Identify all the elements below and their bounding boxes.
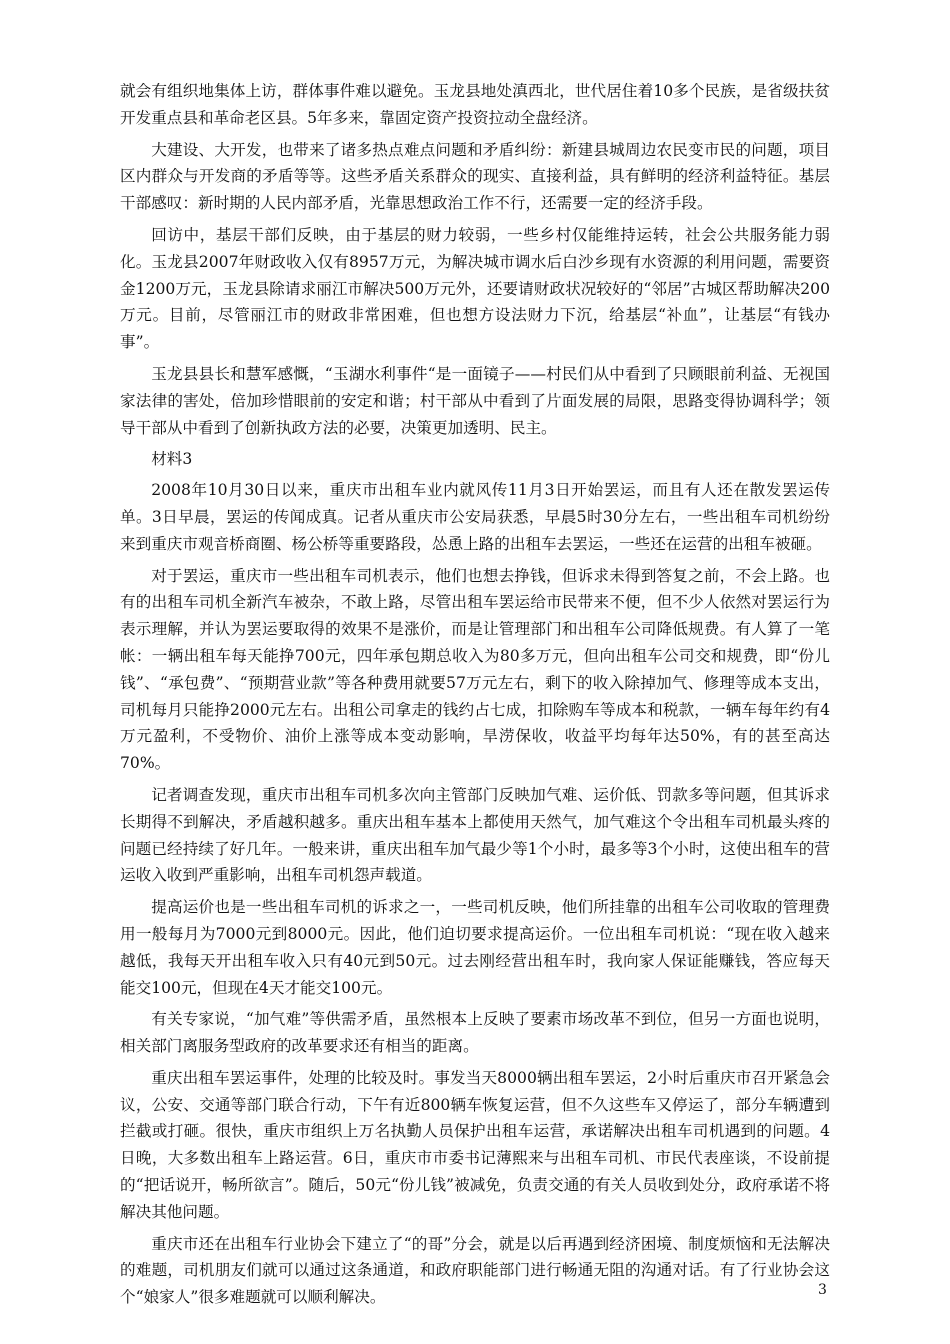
document-body: [120, 78, 830, 1316]
paragraph: 玉龙县县长和慧军感慨，“玉湖水利事件“是一面镜子——村民们从中看到了只顾眼前利益、无视国家法律的害处，倍加珍惜眼前的安定和谐；村干部从中看到了片面发展的局限，思路变得协调科学；领导干部从中看到了创新执政方法的必要，决策更加透明、民主。: [120, 364, 830, 437]
page-number: 3: [818, 1282, 827, 1298]
paragraph: 回访中，基层干部们反映，由于基层的财力较弱，一些乡村仅能维持运转，社会公共服务能力弱化。玉龙县2007年财政收入仅有8957万元，为解决城市调水后白沙乡现有水资源的利用问题，需要资金1200万元，玉龙县除请求丽江市解决500万元外，还要请财政状况较好的“邻居”古城区帮助解决200万元。目前，尽管丽江市的财政非常困难，但也想方设法财力下沉，给基层“补血”，让基层“有钱办事”。: [120, 225, 830, 352]
paragraph: 有关专家说，“加气难”等供需矛盾，虽然根本上反映了要素市场改革不到位，但另一方面也说明，相关部门离服务型政府的改革要求还有相当的距离。: [120, 1010, 830, 1056]
paragraph: 重庆出租车罢运事件，处理的比较及时。事发当天8000辆出租车罢运，2小时后重庆市召开紧急会议，公安、交通等部门联合行动，下午有近800辆车恢复运营，但不久这些车又停运了，部分车辆遭到拦截或打砸。很快，重庆市组织上万名执勤人员保护出租车运营，承诺解决出租车司机遇到的问题。4日晚，大多数出租车上路运营。6日，重庆市市委书记薄熙来与出租车司机、市民代表座谈，不设前提的“把话说开，畅所欲言”。随后，50元“份儿钱”被减免，负责交通的有关人员收到处分，政府承诺不将解决其他问题。: [120, 1068, 830, 1221]
paragraph: 对于罢运，重庆市一些出租车司机表示，他们也想去挣钱，但诉求未得到答复之前，不会上路。也有的出租车司机全新汽车被杂，不敢上路，尽管出租车罢运给市民带来不便，但不少人依然对罢运行为表示理解，并认为罢运要取得的效果不是涨价，而是让管理部门和出租车公司降低规费。有人算了一笔帐：一辆出租车每天能挣700元，四年承包期总收入为80多万元，但向出租车公司交和规费，即“份儿钱”、“承包费”、“预期营业款”等各种费用就要57万元左右，剩下的收入除掉加气、修理等成本支出，司机每月只能挣2000元左右。出租公司拿走的钱约占七成，扣除购车等成本和税款，一辆车每年约有4万元盈利，不受物价、油价上涨等成本变动影响，旱涝保收，收益平均每年达50%，有的甚至高达70%。: [120, 566, 830, 773]
paragraph: 重庆市还在出租车行业协会下建立了“的哥”分会，就是以后再遇到经济困境、制度烦恼和无法解决的难题，司机朋友们就可以通过这条通道，和政府职能部门进行畅通无阻的沟通对话。有了行业协会这个“娘家人”很多难题就可以顺利解决。: [120, 1234, 830, 1307]
paragraph: 提高运价也是一些出租车司机的诉求之一，一些司机反映，他们所挂靠的出租车公司收取的管理费用一般每月为7000元到8000元。因此，他们迫切要求提高运价。一位出租车司机说：“现在收入越来越低，我每天开出租车收入只有40元到50元。过去刚经营出租车时，我向家人保证能赚钱，答应每天能交100元，但现在4天才能交100元。: [120, 898, 830, 997]
paragraph: 大建设、大开发，也带来了诸多热点难点问题和矛盾纠纷：新建县城周边农民变市民的问题，项目区内群众与开发商的矛盾等等。这些矛盾关系群众的现实、直接利益，具有鲜明的经济利益特征。基层干部感叹：新时期的人民内部矛盾，光靠思想政治工作不行，还需要一定的经济手段。: [120, 140, 830, 213]
material-label: 材料3: [151, 450, 193, 469]
paragraph: 记者调查发现，重庆市出租车司机多次向主管部门反映加气难、运价低、罚款多等问题，但其诉求长期得不到解决，矛盾越积越多。重庆出租车基本上都使用天然气，加气难这个令出租车司机最头疼的问题已经持续了好几年。一般来讲，重庆出租车加气最少等1个小时，最多等3个小时，这使出租车的营运收入收到严重影响，出租车司机怨声载道。: [120, 785, 830, 885]
paragraph: 就会有组织地集体上访，群体事件难以避免。玉龙县地处滇西北，世代居住着10多个民族，是省级扶贫开发重点县和革命老区县。5年多来，靠固定资产投资拉动全盘经济。: [120, 82, 830, 127]
paragraph: 2008年10月30日以来，重庆市出租车业内就风传11月3日开始罢运，而且有人还在散发罢运传单。3日早晨，罢运的传闻成真。记者从重庆市公安局获悉，早晨5时30分左右，一些出租车司机纷纷来到重庆市观音桥商圈、杨公桥等重要路段，怂恿上路的出租车去罢运，一些还在运营的出租车被砸。: [120, 481, 830, 553]
